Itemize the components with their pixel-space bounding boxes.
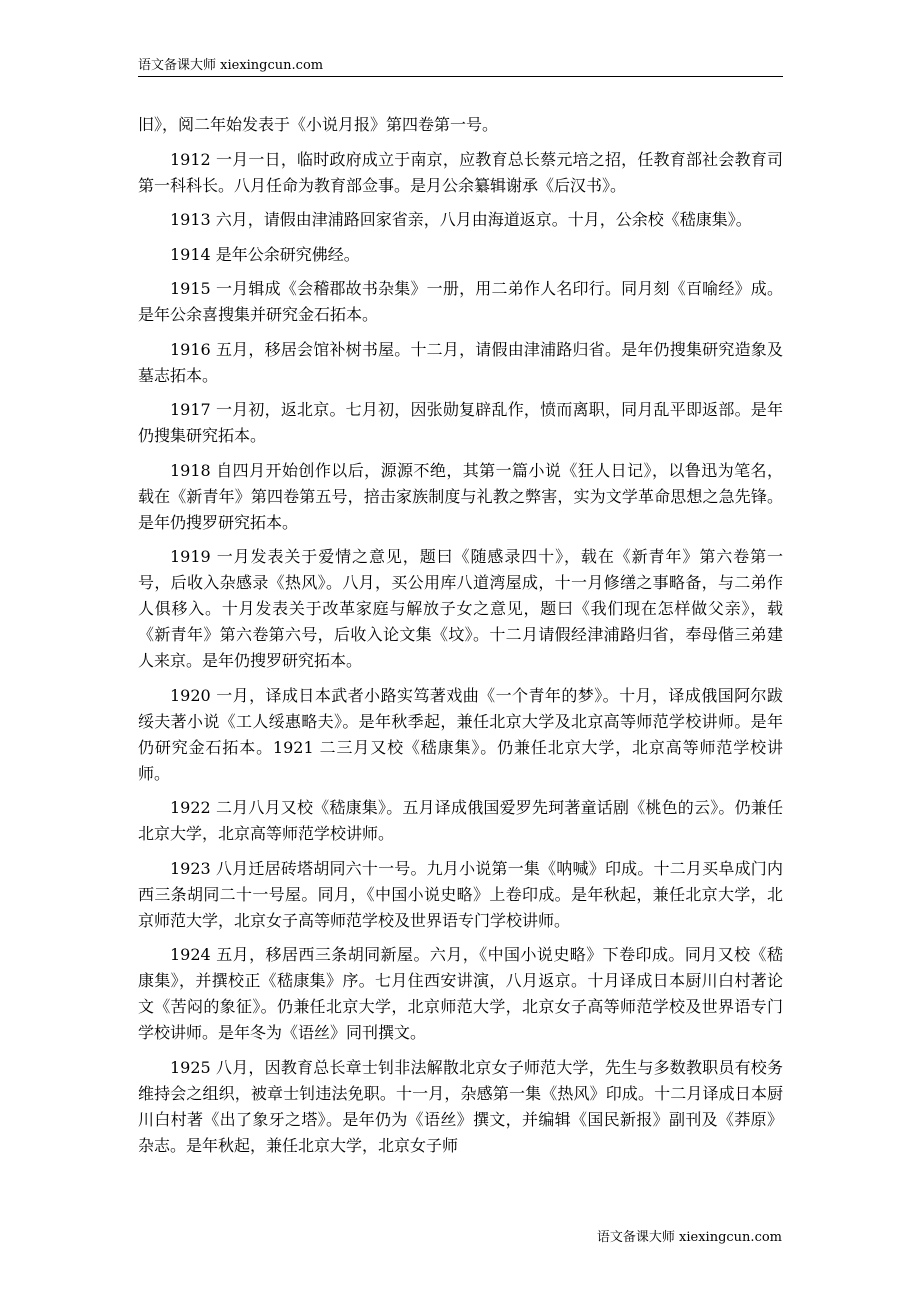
- paragraph-1920: 1920 一月，译成日本武者小路实笃著戏曲《一个青年的梦》。十月，译成俄国阿尔跋绥夫著小说《工人绥惠略夫》。是年秋季起，兼任北京大学及北京高等师范学校讲师。是年仍研究金石拓本。1921 二三月又校《嵇康集》。仍兼任北京大学，北京高等师范学校讲师。: [138, 685, 783, 783]
- footer-site-label: 语文备课大师 xiexingcun.com: [596, 1230, 782, 1245]
- paragraph-1925: 1925 八月，因教育总长章士钊非法解散北京女子师范大学，先生与多数教职员有校务维持会之组织，被章士钊违法免职。十一月，杂感第一集《热风》印成。十二月译成日本厨川白村著《出了象牙之塔》。是年仍为《语丝》撰文，并编辑《国民新报》副刊及《莽原》杂志。是年秋起，兼任北京大学，北京女子师: [138, 1057, 783, 1155]
- paragraph-1916: 1916 五月，移居会馆补树书屋。十二月，请假由津浦路归省。是年仍搜集研究造象及墓志拓本。: [138, 339, 783, 385]
- paragraph-continued: 旧》，阅二年始发表于《小说月报》第四卷第一号。: [138, 115, 499, 134]
- paragraph-1912: 1912 一月一日，临时政府成立于南京，应教育总长蔡元培之招，任教育部社会教育司第一科科长。八月任命为教育部佥事。是月公余纂辑谢承《后汉书》。: [138, 149, 783, 195]
- paragraph-1924: 1924 五月，移居西三条胡同新屋。六月，《中国小说史略》下卷印成。同月又校《嵇康集》，并撰校正《嵇康集》序。七月住西安讲演，八月返京。十月译成日本厨川白村著论文《苦闷的象征》。仍兼任北京大学，北京师范大学，北京女子高等师范学校及世界语专门学校讲师。是年冬为《语丝》同刊撰文。: [138, 945, 783, 1042]
- paragraph-1923: 1923 八月迁居砖塔胡同六十一号。九月小说第一集《呐喊》印成。十二月买阜成门内西三条胡同二十一号屋。同月，《中国小说史略》上卷印成。是年秋起，兼任北京大学，北京师范大学，北京女子高等师范学校及世界语专门学校讲师。: [138, 858, 783, 930]
- document-body: [138, 112, 783, 1167]
- paragraph-1919: 1919 一月发表关于爱情之意见，题曰《随感录四十》，载在《新青年》第六卷第一号，后收入杂感录《热风》。八月，买公用库八道湾屋成，十一月修缮之事略备，与二弟作人俱移入。十月发表关于改革家庭与解放子女之意见，题曰《我们现在怎样做父亲》，载《新青年》第六卷第六号，后收入论文集《坟》。十二月请假经津浦路归省，奉母偕三弟建人来京。是年仍搜罗研究拓本。: [138, 547, 783, 670]
- header-site-label: 语文备课大师 xiexingcun.com: [138, 58, 324, 73]
- paragraph-1913: 1913 六月，请假由津浦路回家省亲，八月由海道返京。十月，公余校《嵇康集》。: [170, 210, 752, 229]
- paragraph-1918: 1918 自四月开始创作以后，源源不绝，其第一篇小说《狂人日记》，以鲁迅为笔名，载在《新青年》第四卷第五号，掊击家族制度与礼教之弊害，实为文学革命思想之急先锋。是年仍搜罗研究拓本。: [138, 460, 783, 532]
- paragraph-1915: 1915 一月辑成《会稽郡故书杂集》一册，用二弟作人名印行。同月刻《百喻经》成。是年公余喜搜集并研究金石拓本。: [138, 279, 783, 324]
- paragraph-1914: 1914 是年公余研究佛经。: [170, 244, 360, 264]
- paragraph-1917: 1917 一月初，返北京。七月初，因张勋复辟乱作，愤而离职，同月乱平即返部。是年仍搜集研究拓本。: [138, 400, 783, 445]
- header-divider: [138, 76, 783, 77]
- paragraph-1922: 1922 二月八月又校《嵇康集》。五月译成俄国爱罗先珂著童话剧《桃色的云》。仍兼任北京大学，北京高等师范学校讲师。: [138, 798, 783, 843]
- page-footer: [597, 1229, 782, 1247]
- page-header: [138, 57, 783, 75]
